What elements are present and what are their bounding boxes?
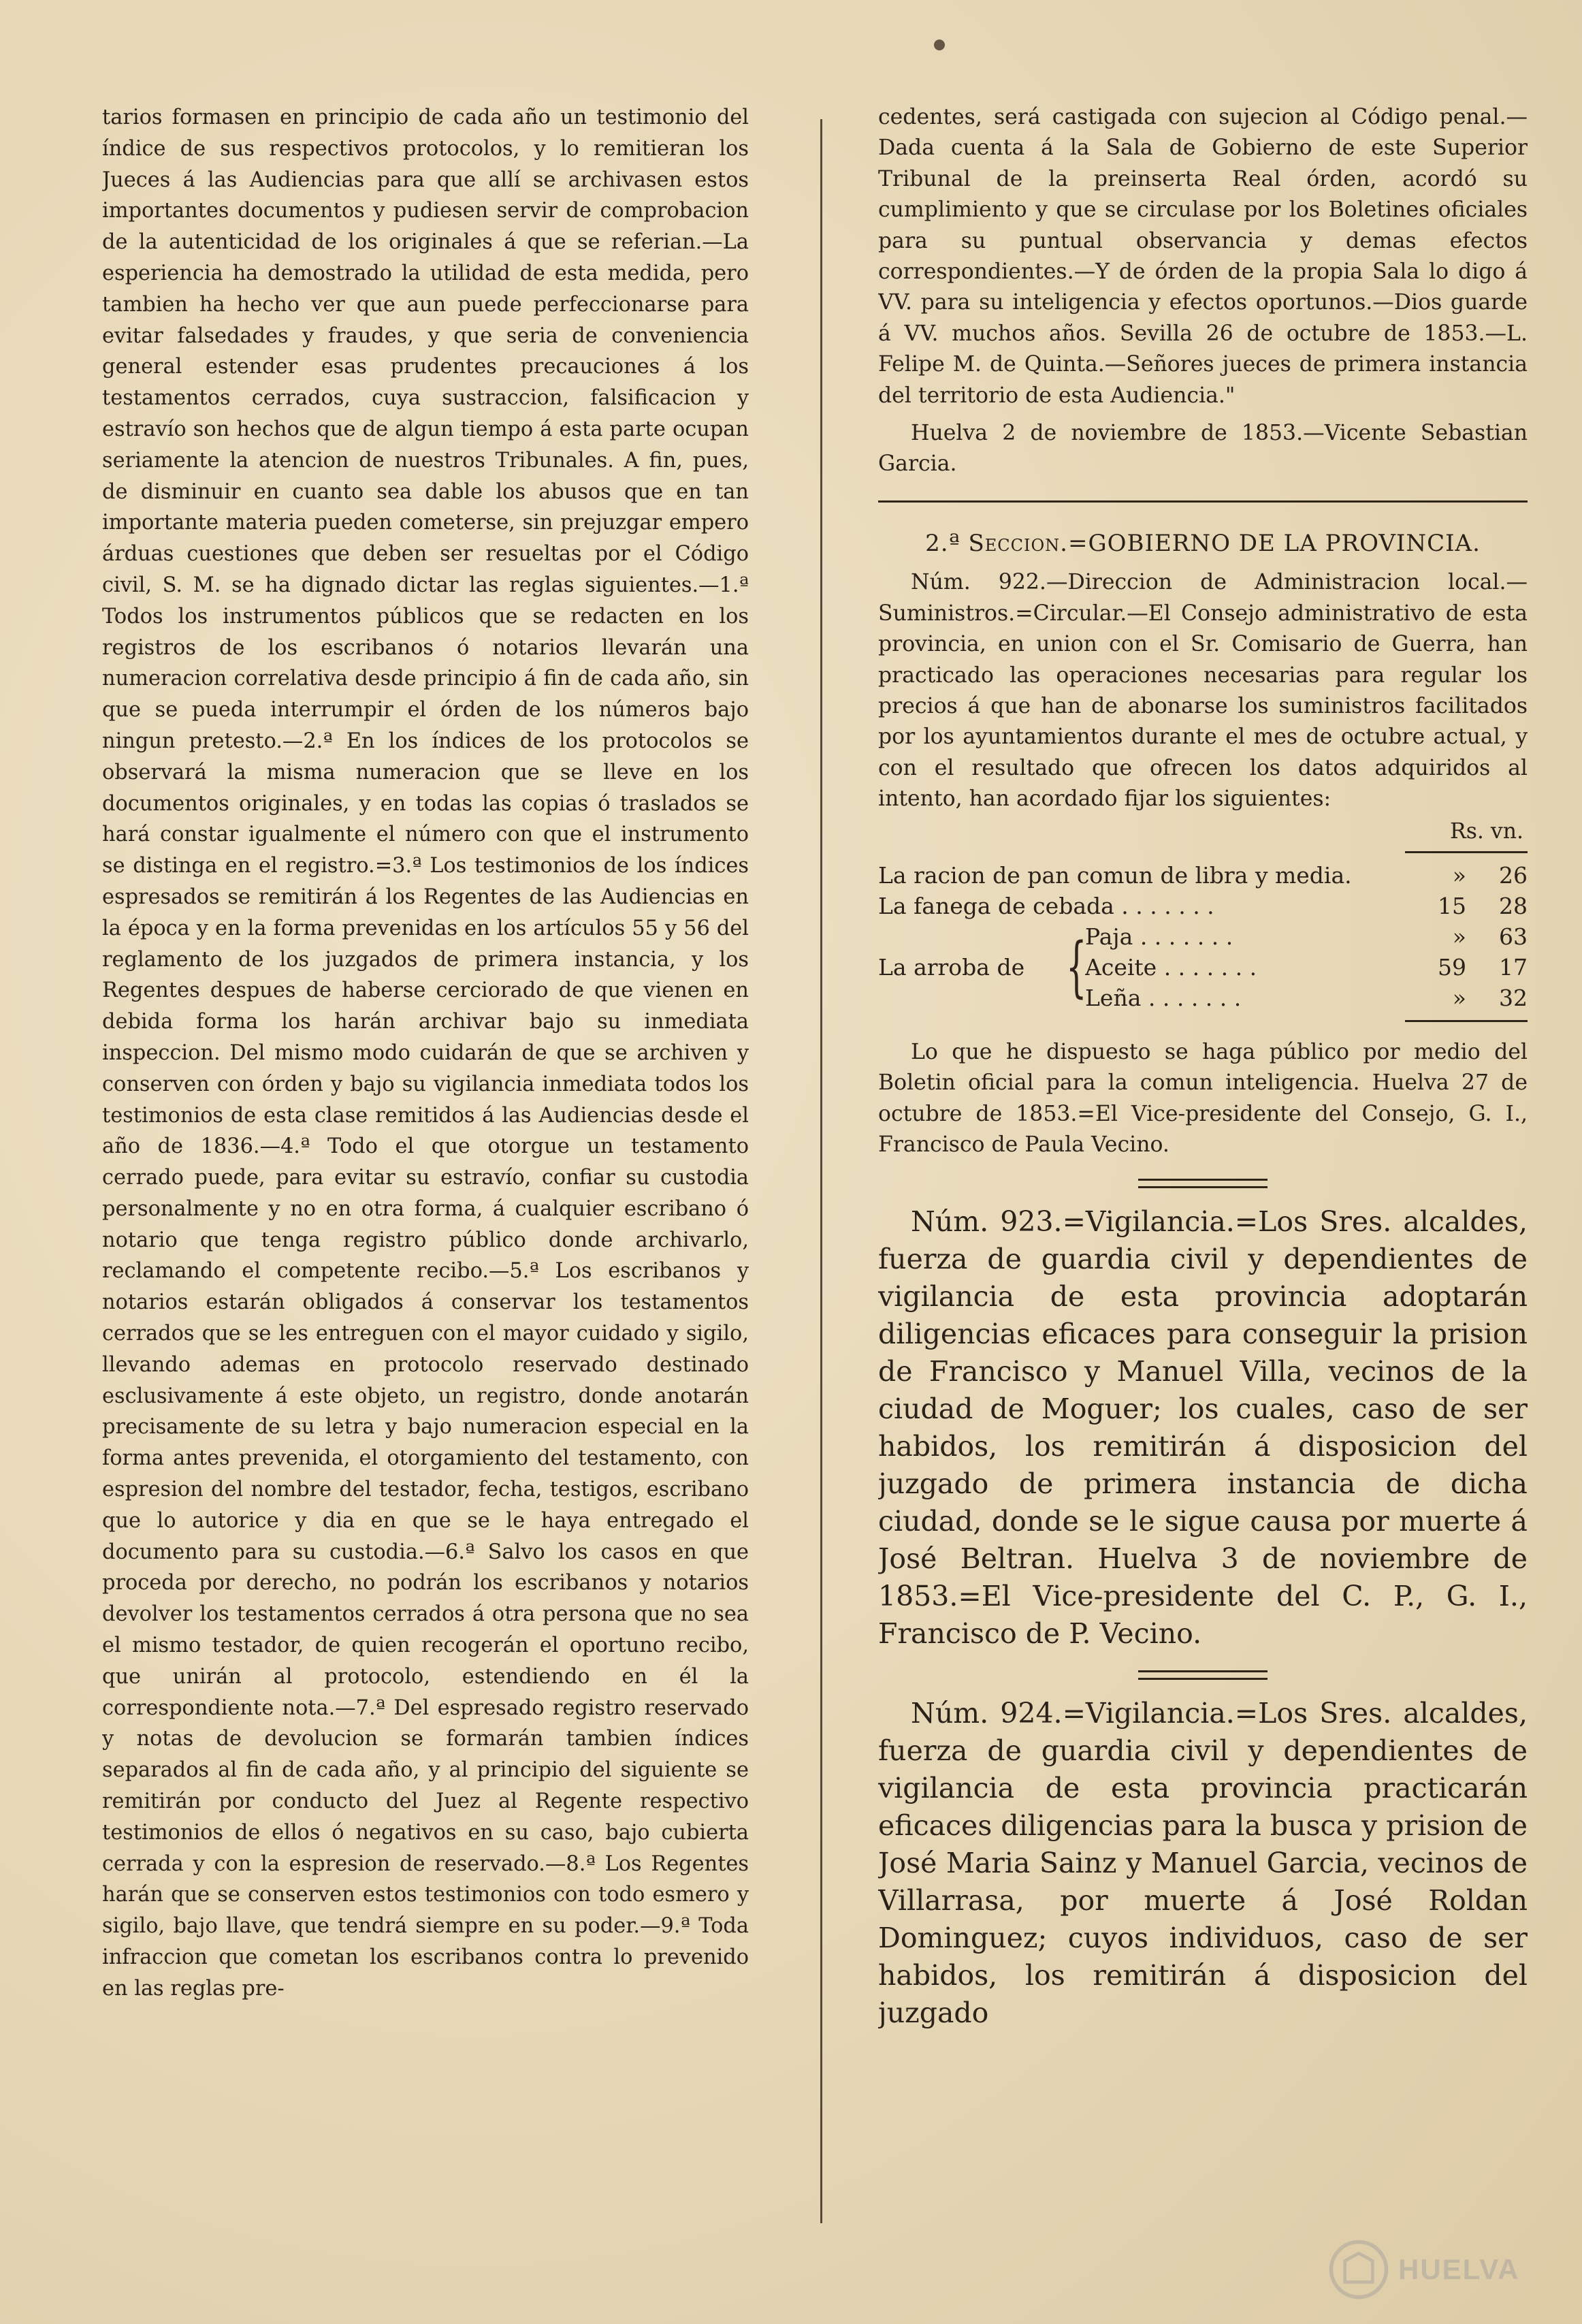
price-label: Aceite: [1085, 953, 1157, 981]
right-column: [878, 102, 1528, 2220]
price-dots: . . . . . . .: [1140, 923, 1233, 950]
price-label-wrap: [1085, 952, 1405, 983]
price-reales: »: [1452, 984, 1466, 1011]
section-rule: [878, 500, 1528, 503]
price-cents: 26: [1499, 861, 1528, 889]
price-header-rule: [1405, 851, 1528, 853]
price-dots: . . . . . . .: [1148, 984, 1242, 1011]
section-number: 2.ª: [925, 529, 960, 557]
separator-rule: [1138, 1670, 1268, 1680]
price-table-header: [878, 816, 1528, 847]
ink-mark: [934, 39, 945, 50]
price-label-wrap: [1085, 983, 1405, 1013]
price-cents: 63: [1499, 923, 1528, 950]
archive-watermark: [1327, 2235, 1552, 2304]
price-row: [878, 891, 1528, 921]
price-cents: 28: [1499, 892, 1528, 919]
price-row: [1085, 921, 1528, 952]
price-reales: 15: [1438, 892, 1466, 919]
price-dots: . . . . . . .: [1121, 892, 1214, 919]
price-row: [1085, 952, 1528, 983]
item-924-text: Núm. 924.=Vigilancia.=Los Sres. alcaldes, fuerza de guardia civil y dependientes de vigilancia de esta provincia practicarán eficaces diligencias para la busca y prision de José Maria Sainz y Manuel Garcia, vecinos de Villarrasa, por muerte á José Roldan Dominguez; cuyos individuos, caso de ser habidos, los remitirán á disposicion del juzgado: [878, 1696, 1528, 2029]
price-reales: »: [1452, 861, 1466, 889]
section-word: Seccion.: [968, 529, 1068, 557]
price-footer-rule: [1405, 1020, 1528, 1022]
price-row: [1085, 983, 1528, 1013]
price-label: La racion de pan comun de libra y media.: [878, 861, 1352, 889]
section-title: [878, 528, 1528, 559]
price-cents: 17: [1499, 953, 1528, 981]
price-label-wrap: [878, 891, 1405, 921]
price-reales: »: [1452, 923, 1466, 950]
seal-icon: [1327, 2238, 1390, 2301]
price-dots: . . . . . . .: [1163, 953, 1257, 981]
price-label: La fanega de cebada: [878, 892, 1114, 919]
currency-label: Rs. vn.: [1449, 818, 1523, 844]
left-column: [102, 102, 749, 2220]
item-923-text: Núm. 923.=Vigilancia.=Los Sres. alcaldes, fuerza de guardia civil y dependientes de vigilancia de esta provincia adoptarán diligencias eficaces para conseguir la prision de Francisco y Manuel Villa, vecinos de la ciudad de Moguer; los cuales, caso de ser habidos, los remitirán á disposicion del juzgado de primera instancia de dicha ciudad, donde se le sigue causa por muerte á José Beltran. Huelva 3 de noviembre de 1853.=El Vice-presidente del C. P., G. I., Francisco de P. Vecino.: [878, 1205, 1528, 1650]
arroba-label: La arroba de: [878, 953, 1025, 981]
price-reales: 59: [1438, 953, 1466, 981]
column-divider: [820, 119, 822, 2223]
royal-order-continuation: cedentes, será castigada con sujecion al Código penal.—Dada cuenta á la Sala de Gobierno de este Superior Tribunal de la preinserta Real órden, acordó su cumplimiento y que se circulase por los Boletines oficiales para su puntual observancia y demas efectos correspondientes.—Y de órden de la propia Sala lo digo á VV. para su inteligencia y efectos oportunos.—Dios guarde á VV. muchos años. Sevilla 26 de octubre de 1853.—L. Felipe M. de Quinta.—Señores jueces de primera instancia del territorio de esta Audiencia.": [878, 105, 1528, 408]
brace-glyph: {: [1066, 929, 1087, 1006]
royal-order-text: tarios formasen en principio de cada año un testimonio del índice de sus respectivos protocolos, y lo remitieran los Jueces á las Audiencias para que allí se archivasen estos importantes documentos y pudiesen servir de comprobacion de la autenticidad de los originales á que se referian.—La esperiencia ha demostrado la utilidad de esta medida, pero tambien ha hecho ver que aun puede perfeccionarse para evitar falsedades y fraudes, y que seria de conveniencia general estender esas prudentes precauciones á los testamentos cerrados, cuya sustraccion, falsificacion y estravío son hechos que de algun tiempo á esta parte ocupan seriamente la atencion de nuestros Tribunales. A fin, pues, de disminuir en cuanto sea dable los abusos que en tan importante materia pueden cometerse, sin prejuzgar empero árduas cuestiones que deben ser resueltas por el Código civil, S. M. se ha dignado dictar las reglas siguientes.—1.ª Todos los instrumentos públicos que se redacten en los registros de los escribanos ó notarios llevarán una numeracion correlativa desde principio á fin de cada año, sin que se pueda interrumpir el órden de los números bajo ningun pretesto.—2.ª En los índices de los protocolos se observará la misma numeracion que se lleve en los documentos originales, y en todas las copias ó traslados se hará constar igualmente el número con que el instrumento se distinga en el registro.=3.ª Los testimonios de los índices espresados se remitirán á los Regentes de las Audiencias en la época y en la forma prevenidas en los artículos 55 y 56 del reglamento de los juzgados de primera instancia, y los Regentes despues de haberse cerciorado de que vienen en debida forma los harán archivar bajo su inmediata inspeccion. Del mismo modo cuidarán de que se archiven y conserven con órden y bajo su vigilancia inmediata todos los testimonios de esta clase remitidos á las Audiencias desde el año de 1836.—4.ª Todo el que otorgue un testamento cerrado puede, para evitar su estravío, confiar su custodia personalmente y no en otra forma, á cualquier escribano ó notario que tenga registro público donde archivarlo, reclamando el competente recibo.—5.ª Los escribanos y notarios estarán obligados á conservar los testamentos cerrados que se les entreguen con el mayor cuidado y sigilo, llevando ademas en protocolo reservado destinado esclusivamente á este objeto, un registro, donde anotarán precisamente de su letra y bajo numeracion especial en la forma antes prevenida, el otorgamiento del testamento, con espresion del nombre del testador, fecha, testigos, escribano que lo autorice y dia en que se le haya entregado el documento para su custodia.—6.ª Salvo los casos en que proceda por derecho, no podrán los escribanos y notarios devolver los testamentos cerrados á otra persona que no sea el mismo testador, de quien recogerán el oportuno recibo, que unirán al protocolo, estendiendo en él la correspondiente nota.—7.ª Del espresado registro reservado y notas de devolucion se formarán tambien índices separados al fin de cada año, y al principio del siguiente se remitirán por conducto del Juez al Regente respectivo testimonios de ellos ó negativos en su caso, bajo cubierta cerrada y con la espresion de reservado.—8.ª Los Regentes harán que se conserven estos testimonios con todo esmero y sigilo, bajo llave, que tendrá siempre en su poder.—9.ª Toda infraccion que cometan los escribanos contra lo prevenido en las reglas pre-: [102, 106, 749, 2001]
price-label: Leña: [1085, 984, 1142, 1011]
signature-line: Huelva 2 de noviembre de 1853.—Vicente Sebastian Garcia.: [878, 421, 1528, 477]
price-label-wrap: [1085, 921, 1405, 952]
separator-rule: [1138, 1179, 1268, 1188]
watermark-text: HUELVA: [1398, 2253, 1520, 2285]
price-cents: 32: [1499, 984, 1528, 1011]
arroba-group: [878, 921, 1528, 1013]
price-label: Paja: [1085, 923, 1133, 950]
price-row: [878, 860, 1528, 891]
section-heading: =GOBIERNO DE LA PROVINCIA.: [1068, 529, 1481, 557]
item-922-closing: Lo que he dispuesto se haga público por medio del Boletin oficial para la comun inteligencia. Huelva 27 de octubre de 1853.=El Vice-presidente del Consejo, G. I., Francisco de Paula Vecino.: [878, 1039, 1528, 1158]
arroba-items: [1085, 921, 1528, 1013]
item-922-text: Núm. 922.—Direccion de Administracion local.—Suministros.=Circular.—El Consejo administrativo de esta provincia, en union con el Sr. Comisario de Guerra, han practicado las operaciones necesarias para regular los precios á que han de abonarse los suministros facilitados por los ayuntamientos durante el mes de octubre actual, y con el resultado que ofrecen los datos adquiridos al intento, han acordado fijar los siguientes:: [878, 570, 1528, 812]
